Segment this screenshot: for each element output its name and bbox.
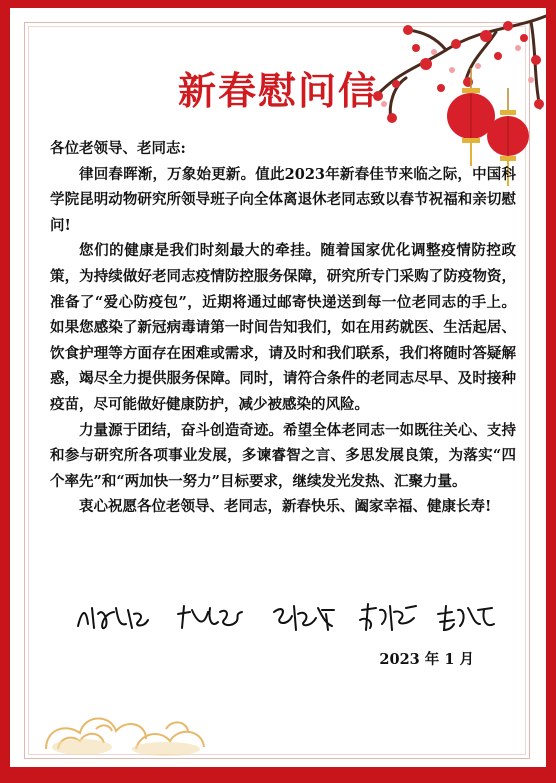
letter-body bbox=[50, 136, 516, 520]
letter-page bbox=[10, 8, 546, 775]
signature-1 bbox=[74, 600, 152, 636]
signature-3 bbox=[270, 600, 340, 636]
auspicious-cloud-icon bbox=[36, 689, 236, 759]
signature-5 bbox=[434, 600, 500, 636]
bottom-border bbox=[10, 767, 546, 775]
letter-title: 新春慰问信 bbox=[177, 68, 378, 113]
paragraph-2: 您们的健康是我们时刻最大的牵挂。随着国家优化调整疫情防控政策，为持续做好老同志疫情防控服务保障，研究所专门采购了防疫物资，准备了“爱心防疫包”，近期将通过邮寄快递送到每一位老同志的手上。如果您感染了新冠病毒请第一时间告知我们，如在用药就医、生活起居、饮食护理等方面存在困难或需求，请及时和我们联系，我们将随时答疑解惑，竭尽全力提供服务保障。同时，请符合条件的老同志尽早、及时接种疫苗，尽可能做好健康防护，减少被感染的风险。 bbox=[50, 242, 516, 413]
signature-2 bbox=[174, 600, 248, 636]
letter-date: 2023 年 1 月 bbox=[379, 651, 474, 668]
salutation: 各位老领导、老同志: bbox=[50, 140, 186, 157]
paragraph-3: 力量源于团结，奋斗创造奇迹。希望全体老同志一如既往关心、支持和参与研究所各项事业发展，多谏睿智之言、多思发展良策，为落实“四个率先”和“两加快一努力”目标要求，继续发光发热、汇聚力量。 bbox=[50, 421, 516, 490]
paragraph-4: 衷心祝愿各位老领导、老同志，新春快乐、阖家幸福、健康长寿! bbox=[79, 498, 492, 516]
signatures bbox=[74, 600, 494, 636]
signature-4 bbox=[356, 600, 422, 636]
paragraph-1: 律回春晖渐，万象始更新。值此2023年新春佳节来临之际，中国科学院昆明动物研究所领导班子向全体离退休老同志致以春节祝福和亲切慰问! bbox=[50, 165, 516, 234]
